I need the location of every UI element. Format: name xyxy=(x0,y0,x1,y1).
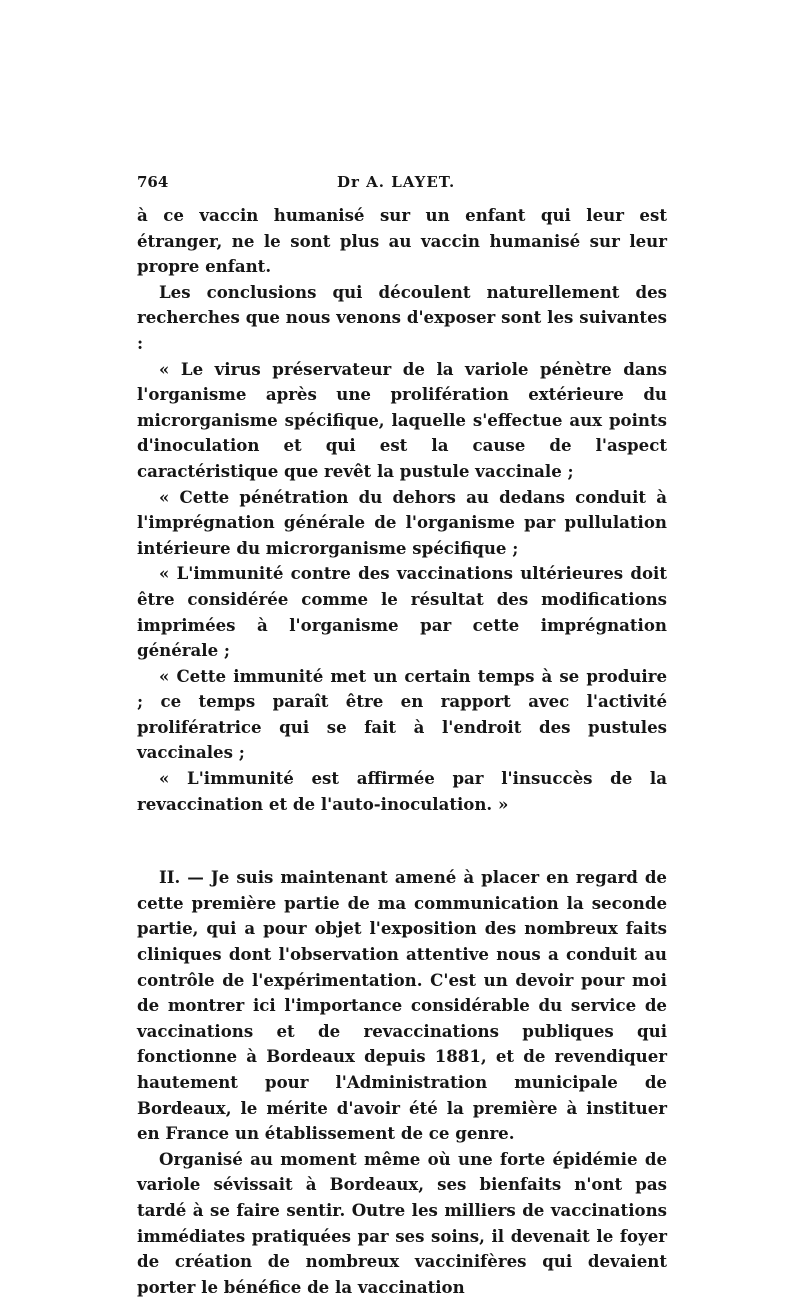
paragraph-quote-immunity-time: « Cette immunité met un certain temps à se produire ; ce temps paraît être en rapport avec l'activité prolifératrice qui se fait à l'endroit des pustules vaccinales ; xyxy=(137,665,667,763)
body-text xyxy=(137,203,667,1300)
paragraph-organise: Organisé au moment même où une forte épidémie de variole sévissait à Bordeaux, ses bienfaits n'ont pas tardé à se faire sentir. Outre les milliers de vaccinations immédiates pratiquées par ses soins, il devenait le foyer de création de nombreux vaccinifères qui devaient porter le bénéfice de la vaccination xyxy=(137,1148,667,1297)
paragraph-quote-penetration: « Cette pénétration du dehors au dedans conduit à l'imprégnation générale de l'organisme par pullulation intérieure du microrganisme spécifique ; xyxy=(137,486,667,558)
page-header xyxy=(137,173,667,197)
running-head: Dr A. LAYET. xyxy=(337,173,456,191)
paragraph-quote-immunity-result: « L'immunité contre des vaccinations ultérieures doit être considérée comme le résultat des modifications imprimées à l'organisme par cette imprégnation générale ; xyxy=(137,563,667,661)
paragraph-continuation: à ce vaccin humanisé sur un enfant qui leur est étranger, ne le sont plus au vaccin humanisé sur leur propre enfant. xyxy=(137,205,667,277)
paragraph-conclusions-intro: Les conclusions qui découlent naturellement des recherches que nous venons d'exposer sont les suivantes : xyxy=(137,281,667,353)
page-number: 764 xyxy=(137,173,169,191)
paragraph-section-ii: II. — Je suis maintenant amené à placer en regard de cette première partie de ma communication la seconde partie, qui a pour objet l'exposition des nombreux faits cliniques dont l'observation attentive nous a conduit au contrôle de l'expérimentation. C'est un devoir pour moi de montrer ici l'importance considérable du service de vaccinations et de revaccinations publiques qui fonctionne à Bordeaux depuis 1881, et de revendiquer hautement pour l'Administration municipale de Bordeaux, le mérite d'avoir été la première à instituer en France un établissement de ce genre. xyxy=(137,867,667,1144)
paragraph-quote-immunity-affirmed: « L'immunité est affirmée par l'insuccès de la revaccination et de l'auto-inoculation. » xyxy=(137,768,667,814)
paragraph-quote-virus: « Le virus préservateur de la variole pénètre dans l'organisme après une prolifération extérieure du microrganisme spécifique, laquelle s'effectue aux points d'inoculation et qui est la cause de l'aspect caractéristique que revêt la pustule vaccinale ; xyxy=(137,358,667,481)
